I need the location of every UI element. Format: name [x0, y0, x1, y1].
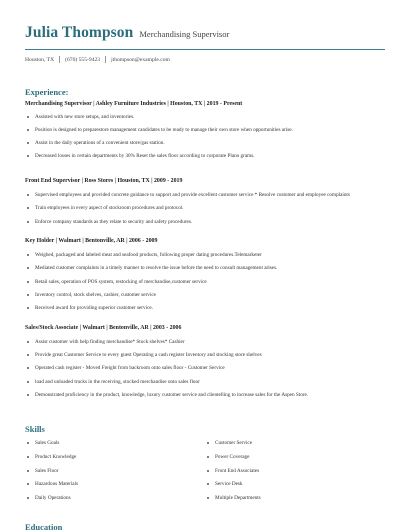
job-bullet: Demonstrated proficiency in the product, knowledge, luxury customer service and clientelling to increase sales for the Aspen Store. — [25, 392, 385, 398]
header-divider — [25, 49, 385, 50]
job-bullets — [25, 339, 385, 398]
contact-separator — [105, 56, 106, 63]
job-bullet: Assist in the daily operations of a convenient store/gas station. — [25, 140, 385, 146]
education-heading: Education — [25, 522, 63, 532]
job-bullet: Received award for providing superior customer service. — [25, 305, 385, 311]
job-title: Front End Supervisor | Ross Stores | Houston, TX | 2009 - 2019 — [25, 178, 183, 184]
job-title: Sales/Stock Associate | Walmart | Bentonville, AR | 2003 - 2006 — [25, 325, 182, 331]
resume-header — [25, 24, 385, 42]
job-entry — [25, 101, 385, 166]
contact-separator — [59, 56, 60, 63]
job-bullet: Train employees in every aspect of stockroom procedures and protocol. — [25, 205, 385, 211]
job-entry — [25, 325, 385, 405]
skill-item: Product Knowledge — [25, 454, 78, 460]
job-bullet: Decreased losses in certain departments by 30% Reset the sales floor according to corporate Plano grams. — [25, 153, 385, 159]
job-bullet: Assist customer with help finding merchandise* Stock shelves* Cashier — [25, 339, 385, 345]
job-bullet: Provide great Customer Service to every guest Operating a cash register Inventory and stocking store shelves — [25, 352, 385, 358]
job-title: Key Holder | Walmart | Bentonville, AR | 2006 - 2009 — [25, 238, 158, 244]
candidate-title: Merchandising Supervisor — [139, 29, 230, 39]
skills-column-left — [25, 440, 78, 509]
name-line — [25, 24, 385, 42]
contact-phone: (670) 555-9423 — [65, 56, 101, 63]
skills-heading: Skills — [25, 424, 45, 434]
contact-email[interactable]: jthompson@example.com — [111, 56, 170, 63]
job-bullet: Operated cash register - Moved Freight from backroom onto sales floor - Customer Service — [25, 365, 385, 371]
skills-column-right — [205, 440, 261, 509]
skill-item: Hazardous Materials — [25, 481, 78, 487]
skill-item: Daily Operations — [25, 495, 78, 501]
skill-item: Front End Associates — [205, 468, 261, 474]
job-bullet: load and unloaded trucks in the receiving, stocked merchandise onto sales floor — [25, 379, 385, 385]
job-bullet: Retail sales, operation of POS system, restocking of merchandise,customer service — [25, 279, 385, 285]
job-bullet: Position is designed to preparestore management candidates to be ready to manage their own store when opportunities arise. — [25, 127, 385, 133]
skill-item: Sales Floor — [25, 468, 78, 474]
job-bullets — [25, 192, 385, 225]
job-bullets — [25, 114, 385, 159]
job-bullet: Weighed, packaged and labeled meat and seafood products, following proper dating procedures.Telemarketer — [25, 252, 385, 258]
job-bullet: Inventory control, stock shelves, cashier, customer service — [25, 292, 385, 298]
job-bullet: Assisted with new store setups, and inventories. — [25, 114, 385, 120]
job-bullet: Mediated customer complaints in a timely manner to resolve the issue before the need to consult management arises. — [25, 265, 385, 271]
job-bullet: Enforce company standards as they relate to security and safety procedures. — [25, 219, 385, 225]
job-bullet: Supervised employees and provided concrete guidance to support and provide excellent customer service * Resolve customer and employee complaints — [25, 192, 385, 198]
job-title: Merchandising Supervisor | Ashley Furniture Industries | Houston, TX | 2019 - Present — [25, 101, 243, 107]
job-entry — [25, 178, 385, 232]
skill-item: Service Desk — [205, 481, 261, 487]
skill-item: Sales Goals — [25, 440, 78, 446]
contact-location: Houston, TX — [25, 56, 55, 63]
contact-info — [25, 56, 170, 63]
job-entry — [25, 238, 385, 318]
skill-item: Multiple Departments — [205, 495, 261, 501]
skill-item: Power Coverage — [205, 454, 261, 460]
experience-heading: Experience: — [25, 87, 69, 97]
job-bullets — [25, 252, 385, 311]
candidate-name: Julia Thompson — [25, 24, 134, 41]
skill-item: Customer Service — [205, 440, 261, 446]
